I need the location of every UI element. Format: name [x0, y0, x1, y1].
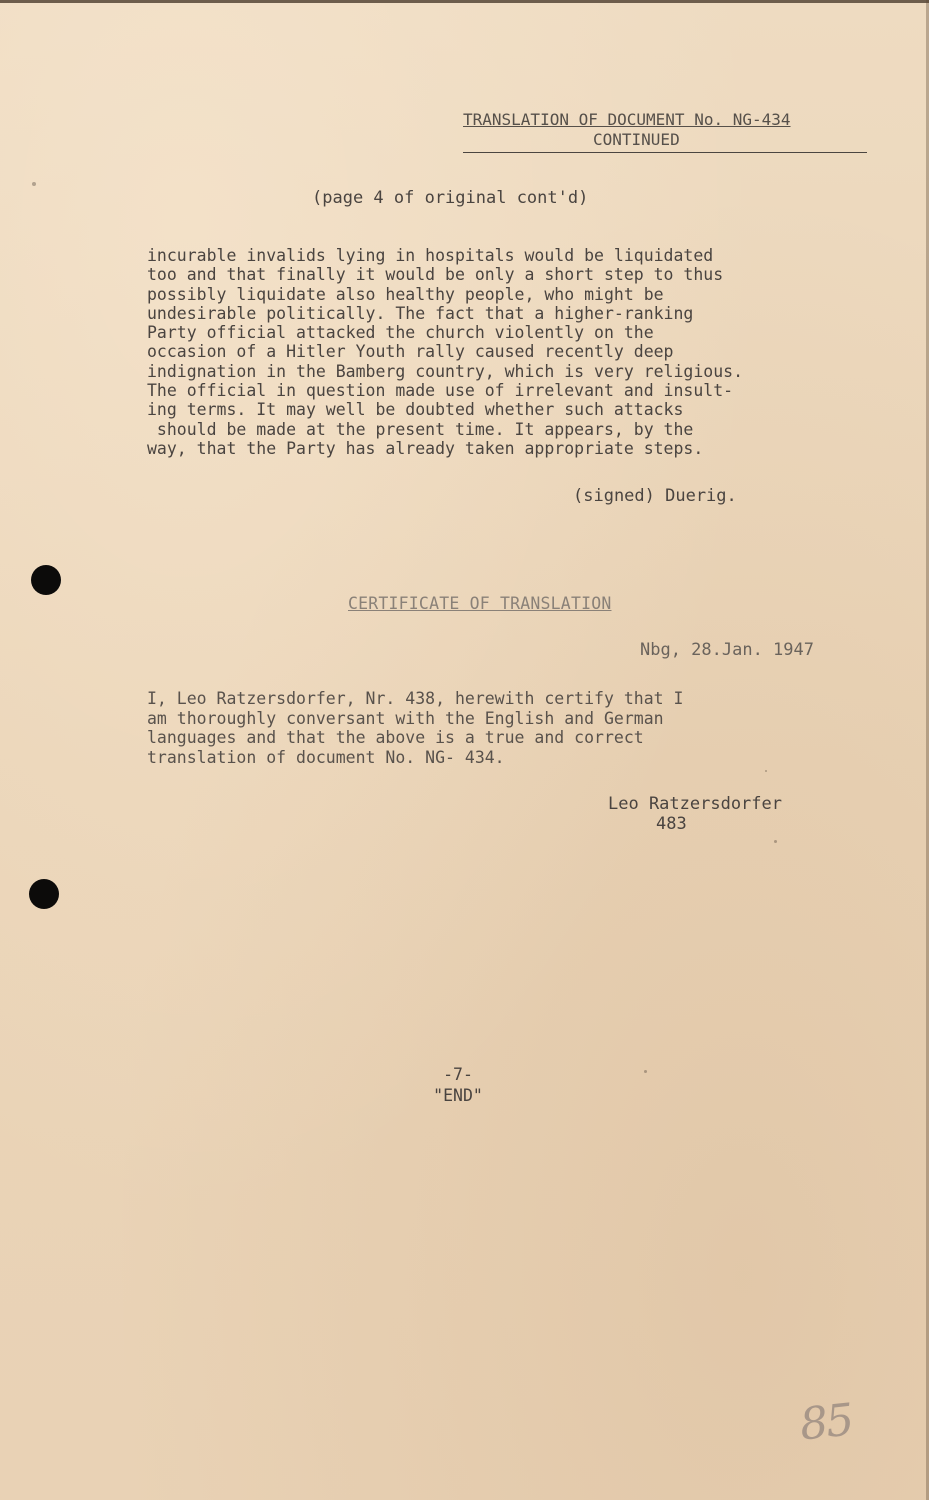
page-reference: (page 4 of original cont'd): [312, 188, 589, 208]
punch-hole: [31, 565, 61, 595]
certificate-line: am thoroughly conversant with the English and German: [147, 708, 664, 728]
certificate-line: translation of document No. NG- 434.: [147, 747, 505, 767]
body-line: possibly liquidate also healthy people, who might be: [147, 284, 664, 304]
paper-speck: [774, 840, 777, 843]
paper-speck: [644, 1070, 647, 1073]
certificate-date: Nbg, 28.Jan. 1947: [640, 640, 814, 660]
page-number: -7-: [443, 1065, 473, 1084]
certificate-line: I, Leo Ratzersdorfer, Nr. 438, herewith certify that I: [147, 689, 684, 708]
translator-signature: [608, 794, 782, 834]
translator-name: Leo Ratzersdorfer: [608, 794, 782, 814]
translator-number: 483: [656, 814, 687, 834]
body-line: occasion of a Hitler Youth rally caused recently deep: [147, 342, 674, 362]
header-title: TRANSLATION OF DOCUMENT No. NG-434: [463, 110, 791, 129]
page-top-edge: [0, 0, 929, 3]
certificate-text: [147, 689, 683, 767]
body-paragraph: [147, 246, 867, 458]
document-header: [463, 110, 867, 153]
certificate-title: CERTIFICATE OF TRANSLATION: [348, 594, 612, 613]
body-line: incurable invalids lying in hospitals would be liquidated: [147, 246, 714, 265]
header-continued: CONTINUED: [593, 130, 680, 149]
body-line: The official in question made use of irrelevant and insult-: [147, 381, 734, 401]
body-line: Party official attacked the church violently on the: [147, 323, 654, 343]
body-line: ing terms. It may well be doubted whether such attacks: [147, 400, 684, 420]
page-footer: [428, 1064, 488, 1106]
paper-speck: [765, 770, 767, 772]
body-line: undesirable politically. The fact that a higher-ranking: [147, 303, 694, 323]
body-line: too and that finally it would be only a short step to thus: [147, 265, 724, 285]
paper-speck: [32, 182, 36, 186]
body-line: should be made at the present time. It appears, by the: [147, 419, 694, 439]
signature-line: (signed) Duerig.: [573, 486, 737, 506]
body-line: indignation in the Bamberg country, which is very religious.: [147, 361, 744, 381]
handwritten-folio-number: 85: [797, 1394, 855, 1451]
body-line: way, that the Party has already taken appropriate steps.: [147, 438, 704, 458]
end-mark: "END": [433, 1086, 483, 1105]
punch-hole: [29, 879, 59, 909]
certificate-line: languages and that the above is a true and correct: [147, 728, 644, 747]
